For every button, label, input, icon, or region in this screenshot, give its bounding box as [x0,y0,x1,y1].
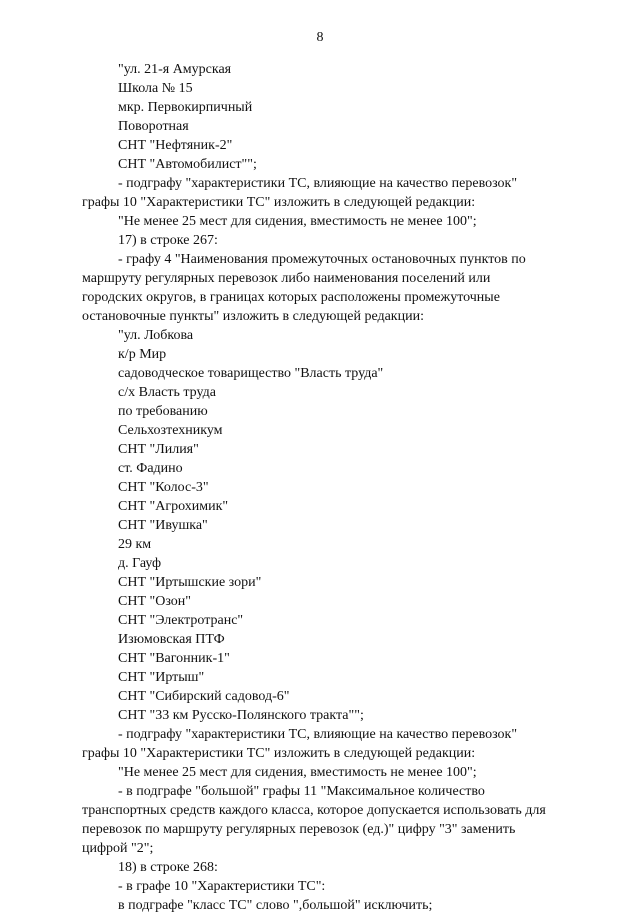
list-item: СНТ "Колос-3" [118,480,209,495]
paragraph-line: городских округов, в границах которых расположены промежуточные [82,290,500,305]
paragraph-line: транспортных средств каждого класса, которое допускается использовать для [82,803,546,818]
list-item: к/р Мир [118,347,167,362]
paragraph-line: - в графе 10 "Характеристики ТС": [118,879,326,894]
paragraph-line: - в подграфе "большой" графы 11 "Максимальное количество [118,784,485,799]
list-item: садоводческое товарищество "Власть труда" [118,366,384,381]
list-item: СНТ "Агрохимик" [118,499,229,514]
list-item: Изюмовская ПТФ [118,632,225,647]
paragraph-line: графы 10 "Характеристики ТС" изложить в следующей редакции: [82,746,476,761]
list-item: СНТ "Автомобилист""; [118,157,257,172]
list-item: СНТ "Сибирский садовод-6" [118,689,290,704]
list-item: СНТ "Вагонник-1" [118,651,230,666]
document-body [82,60,586,915]
list-item: мкр. Первокирпичный [118,100,253,115]
paragraph-line: в подграфе "класс ТС" слово ",большой" исключить; [118,898,433,913]
paragraph-line: цифрой "2"; [82,841,154,856]
list-item: СНТ "Озон" [118,594,191,609]
paragraph-line: остановочные пункты" изложить в следующей редакции: [82,309,424,324]
list-item: СНТ "Ивушка" [118,518,208,533]
paragraph-line: - подграфу "характеристики ТС, влияющие на качество перевозок" [118,727,518,742]
item-heading: 18) в строке 268: [118,860,218,875]
list-item: СНТ "Иртыш" [118,670,205,685]
list-item: СНТ "33 км Русско-Полянского тракта""; [118,708,364,723]
list-item: "ул. 21-я Амурская [118,62,232,77]
paragraph-line: - подграфу "характеристики ТС, влияющие на качество перевозок" [118,176,518,191]
list-item: СНТ "Иртышские зори" [118,575,262,590]
list-item: СНТ "Лилия" [118,442,199,457]
list-item: Сельхозтехникум [118,423,223,438]
paragraph-line: маршруту регулярных перевозок либо наименования поселений или [82,271,491,286]
list-item: по требованию [118,404,208,419]
paragraph-line: графы 10 "Характеристики ТС" изложить в следующей редакции: [82,195,476,210]
item-heading: 17) в строке 267: [118,233,218,248]
list-item: Школа № 15 [118,81,193,96]
list-item: СНТ "Электротранс" [118,613,244,628]
list-item: "ул. Лобкова [118,328,194,343]
paragraph-line: перевозок по маршруту регулярных перевозок (ед.)" цифру "3" заменить [82,822,516,837]
list-item: ст. Фадино [118,461,183,476]
list-item: 29 км [118,537,152,552]
list-item: СНТ "Нефтяник-2" [118,138,233,153]
paragraph-line: - графу 4 "Наименования промежуточных остановочных пунктов по [118,252,526,267]
list-item: с/х Власть труда [118,385,216,400]
quoted-text: "Не менее 25 мест для сидения, вместимость не менее 100"; [118,765,477,780]
quoted-text: "Не менее 25 мест для сидения, вместимость не менее 100"; [118,214,477,229]
page-number: 8 [316,30,324,45]
list-item: Поворотная [118,119,189,134]
list-item: д. Гауф [118,556,162,571]
